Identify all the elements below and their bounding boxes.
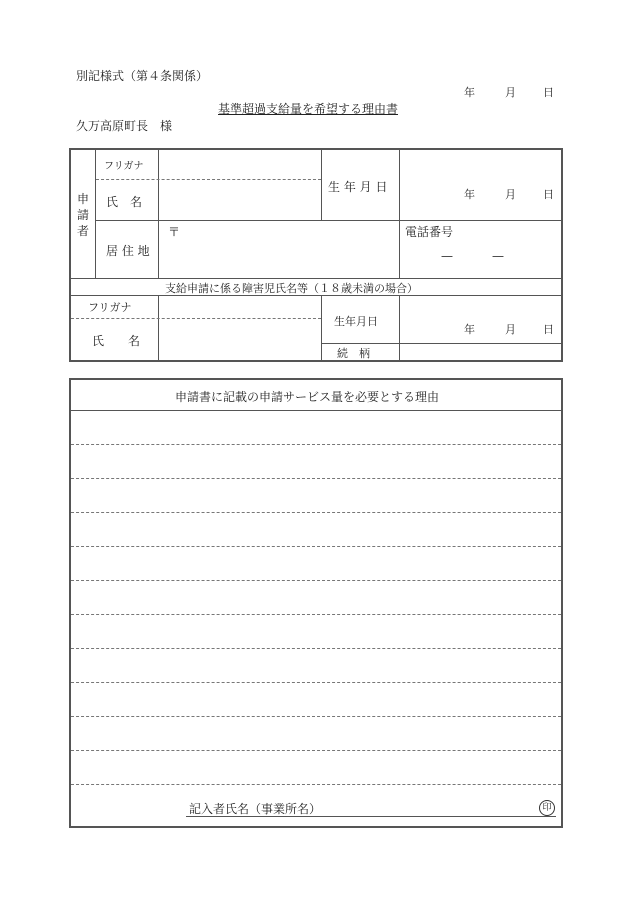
child-name-label: 氏 名 (92, 334, 141, 348)
form-label: 別記様式（第４条関係） (76, 69, 209, 83)
document-title: 基準超過支給量を希望する理由書 (218, 102, 399, 116)
reason-line (71, 512, 561, 513)
phone-dash-1: — (441, 249, 453, 263)
header-date-day: 日 (543, 86, 554, 99)
divider (321, 149, 322, 220)
header-date-year: 年 (464, 86, 475, 99)
applicant-birth-day: 日 (543, 188, 554, 201)
reason-line (71, 444, 561, 445)
postal-mark: 〒 (168, 225, 181, 239)
applicant-side-label-2: 請 (77, 208, 90, 222)
divider (71, 278, 561, 279)
divider (158, 149, 159, 278)
addressee: 久万高原町長 様 (76, 119, 173, 133)
applicant-name-label: 氏 名 (106, 195, 143, 209)
reason-box (69, 378, 563, 828)
reason-line (71, 580, 561, 581)
signer-underline (186, 816, 556, 817)
applicant-birth-label: 生 年 月 日 (328, 180, 388, 194)
divider (96, 220, 561, 221)
child-birth-year: 年 (464, 323, 475, 336)
child-birth-day: 日 (543, 323, 554, 336)
applicant-address-label: 居 住 地 (106, 244, 150, 258)
applicant-side-label-3: 者 (77, 224, 90, 238)
divider (321, 343, 561, 344)
reason-line (71, 648, 561, 649)
child-furigana-label: フリガナ (88, 301, 132, 314)
divider (321, 296, 322, 361)
seal-mark: 印 (539, 800, 555, 816)
child-birth-label: 生年月日 (334, 315, 378, 328)
applicant-furigana-label: フリガナ (104, 161, 144, 172)
header-date-month: 月 (505, 86, 516, 99)
reason-line (71, 478, 561, 479)
reason-title: 申請書に記載の申請サービス量を必要とする理由 (175, 390, 440, 404)
reason-line (71, 784, 561, 785)
applicant-side-label-1: 申 (77, 192, 90, 206)
reason-line (71, 750, 561, 751)
applicant-phone-label: 電話番号 (405, 225, 454, 239)
divider (158, 296, 159, 361)
divider (96, 179, 321, 180)
reason-line (71, 682, 561, 683)
phone-dash-2: — (492, 249, 504, 263)
reason-line (71, 546, 561, 547)
applicant-birth-month: 月 (505, 188, 516, 201)
reason-line (71, 716, 561, 717)
child-relation-label: 続 柄 (337, 347, 370, 360)
divider (399, 296, 400, 361)
reason-title-divider (71, 410, 561, 411)
child-section-title: 支給申請に係る障害児氏名等（１８歳未満の場合） (165, 282, 418, 295)
divider (71, 318, 321, 319)
divider (399, 149, 400, 278)
signer-label: 記入者氏名（事業所名） (189, 802, 322, 816)
divider (95, 149, 96, 278)
applicant-birth-year: 年 (464, 188, 475, 201)
reason-line (71, 614, 561, 615)
child-birth-month: 月 (505, 323, 516, 336)
